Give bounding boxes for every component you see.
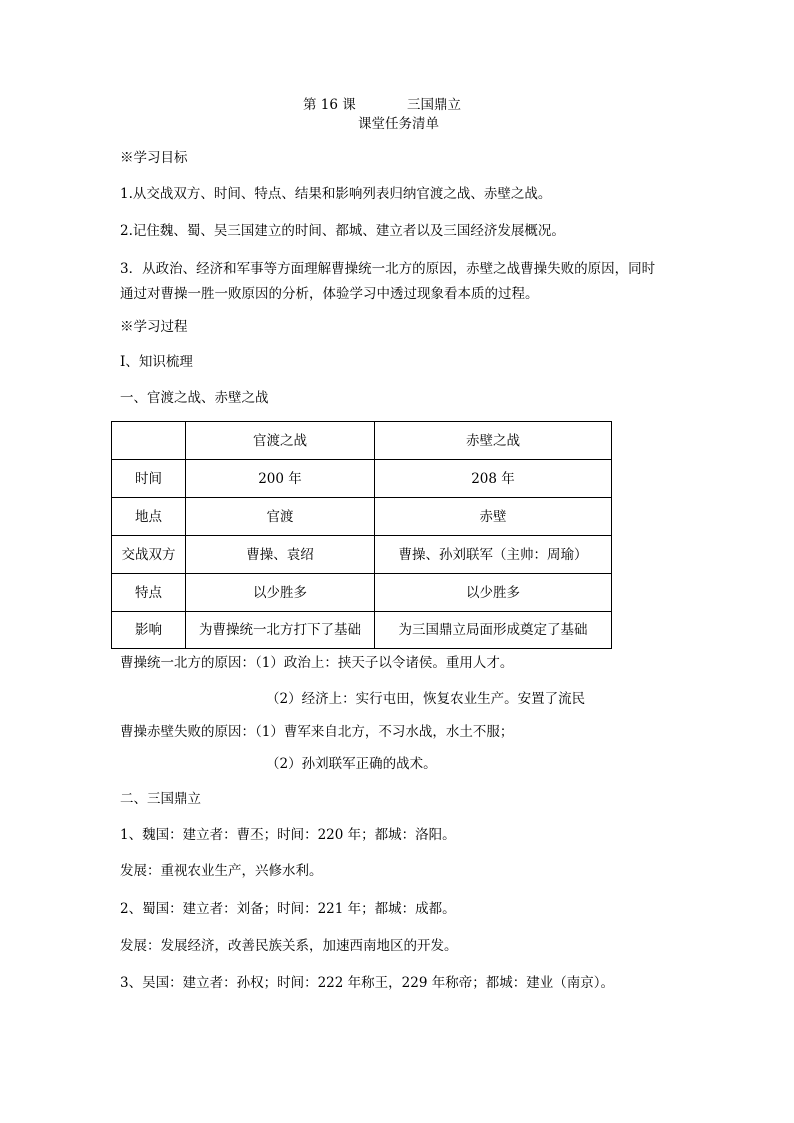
table-row (112, 460, 612, 498)
row-label: 影响 (112, 612, 186, 649)
table-cell: 曹操、袁绍 (186, 536, 375, 574)
table-header-row (112, 422, 612, 460)
table-header-cell: 官渡之战 (186, 422, 375, 460)
battle-comparison-table (111, 421, 612, 649)
defeat-reason-label: 曹操赤壁失败的原因： (120, 724, 255, 740)
objective-3: 3．从政治、经济和军事等方面理解曹操统一北方的原因，赤壁之战曹操失败的原因，同时 (120, 261, 656, 277)
unify-reason (120, 654, 513, 672)
section-1-heading: 一、官渡之战、赤壁之战 (120, 390, 269, 406)
table-cell: 208 年 (375, 460, 612, 498)
wu-info: 3、吴国：建立者：孙权；时间：222 年称王，229 年称帝；都城：建业（南京）。 (120, 975, 614, 991)
defeat-reason (120, 723, 513, 741)
defeat-reason-2: （2）孙刘联军正确的战术。 (266, 756, 437, 772)
page-title (303, 96, 461, 114)
row-label: 地点 (112, 498, 186, 536)
table-cell: 以少胜多 (375, 574, 612, 612)
unify-reason-2: （2）经济上：实行屯田，恢复农业生产。安置了流民 (266, 691, 586, 707)
unify-reason-1: （1）政治上：挟天子以令诸侯。重用人才。 (255, 655, 514, 671)
lesson-number: 第 16 课 (303, 97, 356, 113)
table-row (112, 536, 612, 574)
table-cell: 为三国鼎立局面形成奠定了基础 (375, 612, 612, 649)
table-cell: 曹操、孙刘联军（主帅：周瑜） (375, 536, 612, 574)
table-cell: 以少胜多 (186, 574, 375, 612)
section-2-heading: 二、三国鼎立 (120, 791, 201, 807)
table-cell: 为曹操统一北方打下了基础 (186, 612, 375, 649)
wei-info: 1、魏国：建立者：曹丕；时间：220 年；都城：洛阳。 (120, 827, 456, 843)
process-heading: ※学习过程 (120, 319, 188, 335)
table-cell: 赤壁 (375, 498, 612, 536)
knowledge-heading: Ⅰ、知识梳理 (120, 354, 193, 370)
row-label: 特点 (112, 574, 186, 612)
table-corner-cell (112, 422, 186, 460)
wei-development: 发展：重视农业生产，兴修水利。 (120, 863, 323, 879)
shu-info: 2、蜀国：建立者：刘备；时间：221 年；都城：成都。 (120, 901, 456, 917)
page-subtitle: 课堂任务清单 (358, 116, 439, 132)
row-label: 交战双方 (112, 536, 186, 574)
objective-1: 1.从交战双方、时间、特点、结果和影响列表归纳官渡之战、赤壁之战。 (120, 186, 552, 202)
lesson-title: 三国鼎立 (407, 97, 461, 113)
row-label: 时间 (112, 460, 186, 498)
objectives-heading: ※学习目标 (120, 150, 188, 166)
table-row (112, 498, 612, 536)
table-header-cell: 赤壁之战 (375, 422, 612, 460)
table-row (112, 612, 612, 649)
unify-reason-label: 曹操统一北方的原因： (120, 655, 255, 671)
objective-3-continued: 通过对曹操一胜一败原因的分析，体验学习中透过现象看本质的过程。 (120, 286, 539, 302)
table-cell: 官渡 (186, 498, 375, 536)
table-cell: 200 年 (186, 460, 375, 498)
shu-development: 发展：发展经济，改善民族关系，加速西南地区的开发。 (120, 938, 458, 954)
table-row (112, 574, 612, 612)
defeat-reason-1: （1）曹军来自北方，不习水战，水土不服； (255, 724, 514, 740)
objective-2: 2.记住魏、蜀、吴三国建立的时间、都城、建立者以及三国经济发展概况。 (120, 223, 565, 239)
